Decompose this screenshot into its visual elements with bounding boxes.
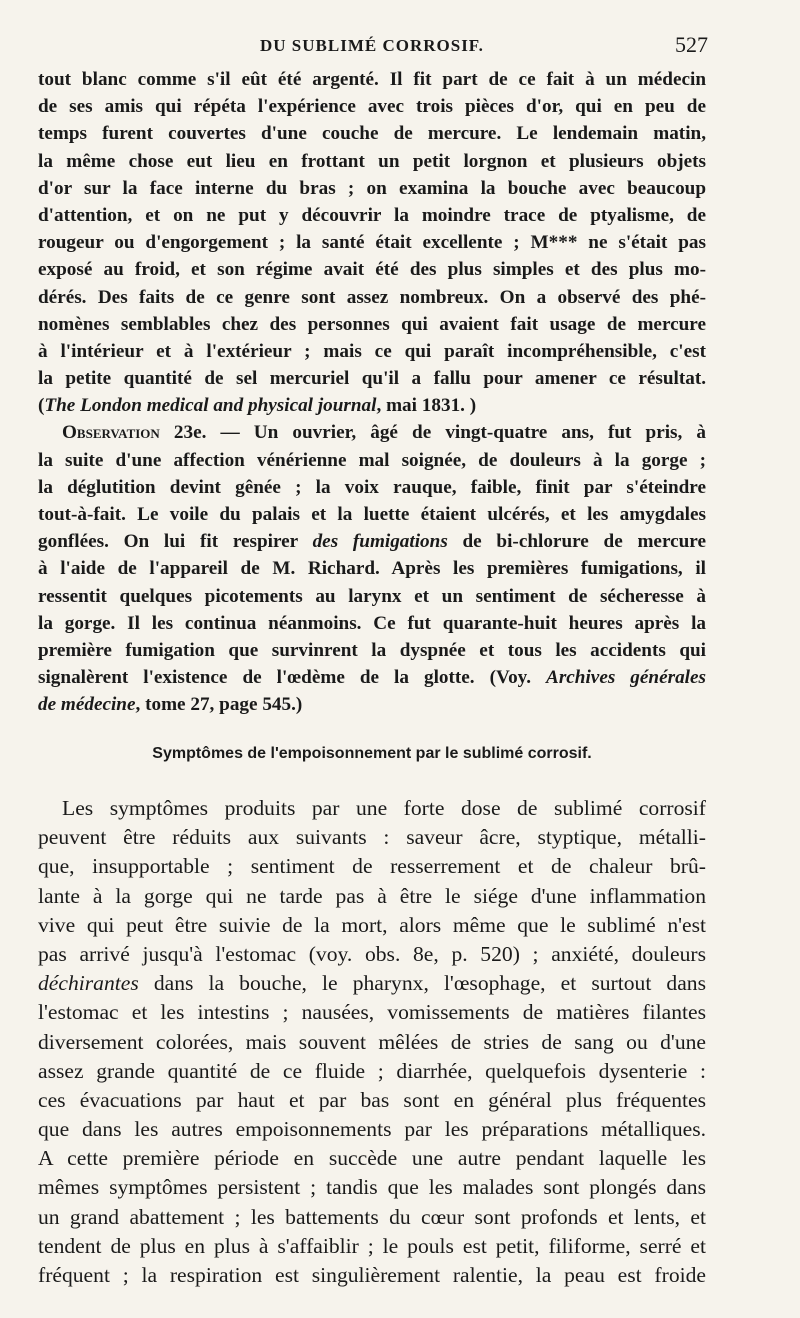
text-line: peuvent être réduits aux suivants : saveur âcre, styptique, métalli- <box>38 825 706 850</box>
text-line: pas arrivé jusqu'à l'estomac (voy. obs. 8e, p. 520) ; anxiété, douleurs <box>38 941 706 966</box>
text-line: fréquent ; la respiration est singulièrement ralentie, la peau est froide <box>38 1263 706 1287</box>
text-segment-italic: Archives générales <box>546 667 706 689</box>
text-segment: signalèrent l'existence de l'œdème de la glotte. (Voy. <box>38 667 547 689</box>
text-segment-italic: déchirantes <box>38 971 139 996</box>
citation-journal: The London medical and physical journal <box>44 395 377 417</box>
text-line: ces évacuations par haut et par bas sont en général plus fréquentes <box>38 1087 706 1112</box>
text-line: un grand abattement ; les battements du cœur sont profonds et lents, et <box>38 1204 706 1229</box>
text-line: que, insupportable ; sentiment de resserrement et de chaleur brû- <box>38 854 706 879</box>
page-header <box>38 30 708 64</box>
text-line: vive qui peut être suivie de la mort, alors même que le sublimé n'est <box>38 912 706 937</box>
text-line: la déglutition devint gênée ; la voix rauque, faible, finit par s'éteindre <box>38 476 706 498</box>
text-line: ressentit quelques picotements au larynx et un sentiment de sécheresse à <box>38 585 706 607</box>
text-line: que dans les autres empoisonnements par les préparations métalliques. <box>38 1117 706 1142</box>
symptoms-text-block <box>38 794 706 1290</box>
citation-rest: , mai 1831. ) <box>376 395 477 417</box>
text-line: exposé au froid, et son régime avait été des plus simples et des plus mo- <box>38 259 706 281</box>
text-line: l'estomac et les intestins ; nausées, vomissements de matières filantes <box>38 1000 706 1025</box>
text-line: temps furent couvertes d'une couche de mercure. Le lendemain matin, <box>38 123 706 145</box>
text-line: à l'aide de l'appareil de M. Richard. Après les premières fumigations, il <box>38 558 706 580</box>
text-line: tendent de plus en plus à s'affaiblir ; le pouls est petit, filiforme, serré et <box>38 1233 706 1258</box>
text-segment-italic: de médecine <box>38 694 136 716</box>
text-line: lante à la gorge qui ne tarde pas à être le siége d'une inflammation <box>38 883 706 908</box>
text-segment: de bi-chlorure de mercure <box>447 531 706 553</box>
section-title: Symptômes de l'empoisonnement par le sublimé corrosif. <box>152 745 592 762</box>
text-line: de ses amis qui répéta l'expérience avec trois pièces d'or, qui en peu de <box>38 96 706 118</box>
text-segment: dans la bouche, le pharynx, l'œsophage, et surtout dans <box>138 971 706 996</box>
text-line: d'or sur la face interne du bras ; on examina la bouche avec beaucoup <box>38 177 706 199</box>
text-line: nomènes semblables chez des personnes qui avaient fait usage de mercure <box>38 313 706 335</box>
text-line: à l'intérieur et à l'extérieur ; mais ce qui paraît incompréhensible, c'est <box>38 340 706 362</box>
observation-line1-rest: — Un ouvrier, âgé de vingt-quatre ans, fut pris, à <box>206 422 706 444</box>
text-line: Les symptômes produits par une forte dose de sublimé corrosif <box>62 796 706 820</box>
text-segment: gonflées. On lui fit respirer <box>38 531 313 553</box>
citation-line <box>38 392 706 419</box>
text-line: rougeur ou d'engorgement ; la santé était excellente ; M*** ne s'était pas <box>38 232 706 254</box>
page-number: 527 <box>675 32 708 57</box>
text-line: A cette première période en succède une autre pendant laquelle les <box>38 1146 706 1171</box>
text-line <box>38 691 706 718</box>
observation-heading-line <box>38 419 706 446</box>
text-segment-italic: des fumigations <box>312 531 448 553</box>
text-line: dérés. Des faits de ce genre sont assez nombreux. On a observé des phé- <box>38 286 706 308</box>
text-line: première fumigation que survinrent la dyspnée et tous les accidents qui <box>38 639 706 661</box>
observation-label: Observation <box>62 422 160 444</box>
text-line: la petite quantité de sel mercuriel qu'il a fallu pour amener ce résultat. <box>38 368 706 390</box>
observation-text-block <box>38 66 706 719</box>
text-line: la suite d'une affection vénérienne mal soignée, de douleurs à la gorge ; <box>38 449 706 471</box>
text-line <box>38 664 706 691</box>
text-line: tout blanc comme s'il eût été argenté. Il fit part de ce fait à un médecin <box>38 69 706 90</box>
text-line: la gorge. Il les continua néanmoins. Ce fut quarante-huit heures après la <box>38 612 706 634</box>
text-line: tout-à-fait. Le voile du palais et la luette étaient ulcérés, et les amygdales <box>38 504 706 525</box>
text-line <box>38 969 706 998</box>
citation-open: ( <box>38 395 45 417</box>
text-line: la même chose eut lieu en frottant un petit lorgnon et plusieurs objets <box>38 150 706 172</box>
text-line: mêmes symptômes persistent ; tandis que les malades sont plongés dans <box>38 1175 706 1200</box>
text-segment: , tome 27, page 545.) <box>135 694 303 716</box>
running-title: DU SUBLIMÉ CORROSIF. <box>260 36 484 55</box>
observation-number: 23e. <box>173 422 207 444</box>
text-line: assez grande quantité de ce fluide ; diarrhée, quelquefois dysenterie : <box>38 1058 706 1083</box>
text-line <box>38 528 706 555</box>
text-line: d'attention, et on ne put y découvrir la moindre trace de ptyalisme, de <box>38 204 706 226</box>
text-line: diversement colorées, mais souvent mêlées de stries de sang ou d'une <box>38 1029 706 1054</box>
